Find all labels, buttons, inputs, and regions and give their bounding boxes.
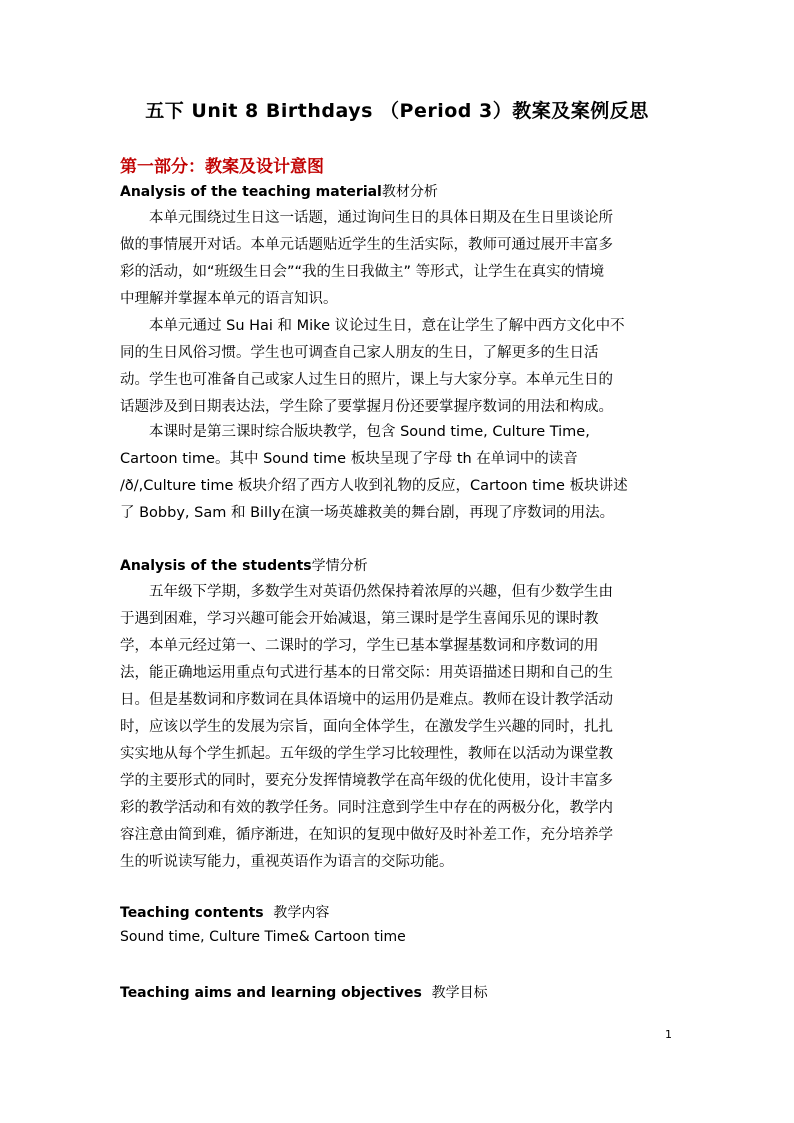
text-line: 本课时是第三课时综合版块教学，包含 Sound time, Culture Time,	[120, 424, 590, 440]
text-line: 时，应该以学生的发展为宗旨，面向全体学生，在激发学生兴趣的同时，扎扎	[120, 719, 613, 735]
text-line: 同的生日风俗习惯。学生也可调查自己家人朋友的生日，了解更多的生日活	[120, 345, 599, 361]
text-line: 做的事情展开对话。本单元话题贴近学生的生活实际，教师可通过展开丰富多	[120, 237, 613, 253]
text-line: 动。学生也可准备自己或家人过生日的照片，课上与大家分享。本单元生日的	[120, 372, 613, 388]
material-paragraph-2	[120, 313, 680, 421]
text-line: 话题涉及到日期表达法，学生除了要掌握月份还要掌握序数词的用法和构成。	[120, 399, 613, 415]
teaching-aims-heading-cn: 教学目标	[431, 985, 488, 1001]
students-analysis-heading-cn: 学情分析	[311, 558, 368, 574]
text-line: 彩的教学活动和有效的教学任务。同时注意到学生中存在的两极分化，教学内	[120, 800, 613, 816]
text-line: 本单元围绕过生日这一话题，通过询问生日的具体日期及在生日里谈论所	[120, 210, 613, 226]
text-line: 五年级下学期，多数学生对英语仍然保持着浓厚的兴趣，但有少数学生由	[120, 584, 613, 600]
material-analysis-heading	[120, 181, 438, 201]
teaching-contents-heading	[120, 902, 329, 922]
text-line: 学，本单元经过第一、二课时的学习，学生已基本掌握基数词和序数词的用	[120, 638, 599, 654]
material-paragraph-3	[120, 419, 680, 527]
text-line: Cartoon time。其中 Sound time 板块呈现了字母 th 在单词中的读音	[120, 451, 578, 467]
text-line: 学的主要形式的同时，要充分发挥情境教学在高年级的优化使用，设计丰富多	[120, 773, 613, 789]
text-line: 本单元通过 Su Hai 和 Mike 议论过生日，意在让学生了解中西方文化中不	[120, 318, 625, 334]
material-paragraph-1	[120, 205, 680, 313]
material-analysis-heading-cn: 教材分析	[381, 184, 438, 200]
teaching-aims-heading	[120, 982, 488, 1002]
text-line: 容注意由简到难，循序渐进，在知识的复现中做好及时补差工作，充分培养学	[120, 827, 613, 843]
teaching-contents-heading-cn: 教学内容	[273, 905, 330, 921]
teaching-contents-text: Sound time, Culture Time& Cartoon time	[120, 929, 406, 945]
students-analysis-heading-en: Analysis of the students	[120, 558, 312, 574]
page-title: 五下 Unit 8 Birthdays （Period 3）教案及案例反思	[145, 100, 649, 122]
text-line: 法，能正确地运用重点句式进行基本的日常交际：用英语描述日期和自己的生	[120, 665, 613, 681]
page-number: 1	[665, 1028, 672, 1041]
material-analysis-heading-en: Analysis of the teaching material	[120, 184, 382, 200]
students-paragraph	[120, 579, 680, 876]
text-line: 于遇到困难，学习兴趣可能会开始减退，第三课时是学生喜闻乐见的课时教	[120, 611, 599, 627]
teaching-aims-heading-en: Teaching aims and learning objectives	[120, 985, 422, 1001]
students-analysis-heading	[120, 555, 368, 575]
text-line: 中理解并掌握本单元的语言知识。	[120, 291, 338, 307]
text-line: /ð/,Culture time 板块介绍了西方人收到礼物的反应，Cartoon time 板块讲述	[120, 478, 628, 494]
teaching-contents-heading-en: Teaching contents	[120, 905, 264, 921]
text-line: 日。但是基数词和序数词在具体语境中的运用仍是难点。教师在设计教学活动	[120, 692, 613, 708]
text-line: 彩的活动，如“班级生日会”“我的生日我做主” 等形式，让学生在真实的情境	[120, 264, 605, 280]
text-line: 生的听说读写能力，重视英语作为语言的交际功能。	[120, 854, 454, 870]
text-line: 实实地从每个学生抓起。五年级的学生学习比较理性，教师在以活动为课堂教	[120, 746, 613, 762]
part-one-heading: 第一部分：教案及设计意图	[120, 157, 324, 177]
text-line: 了 Bobby, Sam 和 Billy在演一场英雄救美的舞台剧，再现了序数词的用法。	[120, 505, 615, 521]
